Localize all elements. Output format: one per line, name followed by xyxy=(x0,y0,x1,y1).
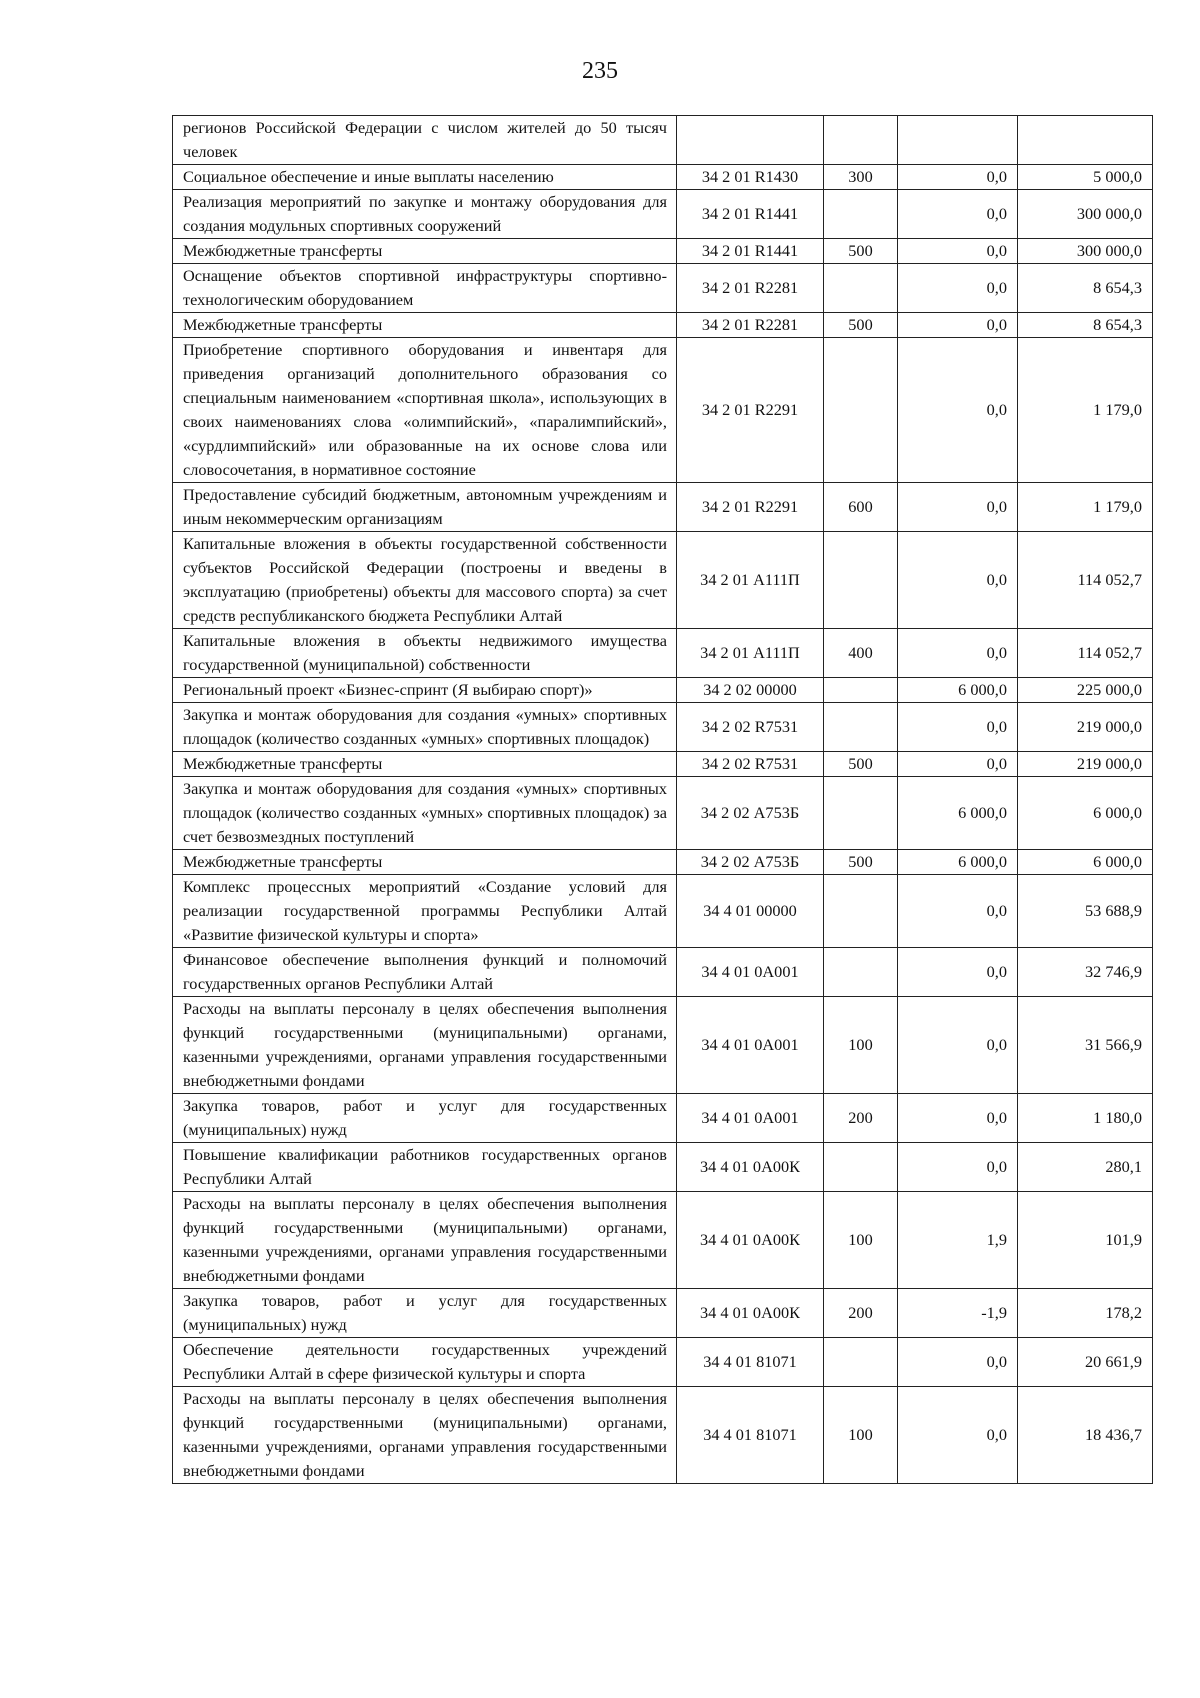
row-total-cell: 300 000,0 xyxy=(1018,190,1153,239)
row-change-cell: 0,0 xyxy=(898,752,1018,777)
row-change-cell: -1,9 xyxy=(898,1289,1018,1338)
row-change-cell: 0,0 xyxy=(898,1338,1018,1387)
table-row xyxy=(173,1387,1153,1484)
budget-table xyxy=(172,115,1153,1484)
row-change-cell: 0,0 xyxy=(898,948,1018,997)
table-row xyxy=(173,1192,1153,1289)
row-expense-type-cell: 200 xyxy=(824,1289,898,1338)
row-expense-type-cell: 100 xyxy=(824,1192,898,1289)
table-row xyxy=(173,239,1153,264)
row-name-cell: Межбюджетные трансферты xyxy=(173,239,677,264)
row-change-cell: 6 000,0 xyxy=(898,777,1018,850)
row-total-cell: 219 000,0 xyxy=(1018,703,1153,752)
row-expense-type-cell xyxy=(824,338,898,483)
row-code-cell: 34 4 01 0А001 xyxy=(677,948,824,997)
row-name-cell: Социальное обеспечение и иные выплаты населению xyxy=(173,165,677,190)
table-row xyxy=(173,338,1153,483)
row-code-cell: 34 2 01 А111П xyxy=(677,629,824,678)
row-total-cell: 1 179,0 xyxy=(1018,338,1153,483)
row-name-cell: регионов Российской Федерации с числом жителей до 50 тысяч человек xyxy=(173,116,677,165)
table-row xyxy=(173,752,1153,777)
row-code-cell: 34 2 02 R7531 xyxy=(677,703,824,752)
table-row xyxy=(173,850,1153,875)
row-code-cell xyxy=(677,116,824,165)
row-code-cell: 34 2 01 R1441 xyxy=(677,190,824,239)
row-code-cell: 34 4 01 0А00К xyxy=(677,1289,824,1338)
row-expense-type-cell xyxy=(824,703,898,752)
row-name-cell: Региональный проект «Бизнес-спринт (Я выбираю спорт)» xyxy=(173,678,677,703)
table-row xyxy=(173,703,1153,752)
row-code-cell: 34 4 01 00000 xyxy=(677,875,824,948)
row-change-cell: 0,0 xyxy=(898,1387,1018,1484)
row-name-cell: Повышение квалификации работников государственных органов Республики Алтай xyxy=(173,1143,677,1192)
row-expense-type-cell xyxy=(824,777,898,850)
row-expense-type-cell xyxy=(824,875,898,948)
row-name-cell: Закупка и монтаж оборудования для создания «умных» спортивных площадок (количество созданных «умных» спортивных площадок) xyxy=(173,703,677,752)
row-total-cell: 1 179,0 xyxy=(1018,483,1153,532)
row-change-cell xyxy=(898,116,1018,165)
row-expense-type-cell xyxy=(824,1143,898,1192)
row-code-cell: 34 4 01 81071 xyxy=(677,1387,824,1484)
row-name-cell: Межбюджетные трансферты xyxy=(173,313,677,338)
table-row xyxy=(173,483,1153,532)
row-total-cell: 114 052,7 xyxy=(1018,532,1153,629)
row-code-cell: 34 2 02 А753Б xyxy=(677,777,824,850)
row-expense-type-cell: 500 xyxy=(824,752,898,777)
row-change-cell: 6 000,0 xyxy=(898,678,1018,703)
row-code-cell: 34 2 01 R1441 xyxy=(677,239,824,264)
row-total-cell: 101,9 xyxy=(1018,1192,1153,1289)
table-row xyxy=(173,1143,1153,1192)
table-row xyxy=(173,1338,1153,1387)
table-row xyxy=(173,1094,1153,1143)
row-name-cell: Закупка и монтаж оборудования для создания «умных» спортивных площадок (количество созданных «умных» спортивных площадок) за счет безвозмездных поступлений xyxy=(173,777,677,850)
row-change-cell: 0,0 xyxy=(898,483,1018,532)
row-total-cell: 225 000,0 xyxy=(1018,678,1153,703)
row-expense-type-cell xyxy=(824,532,898,629)
row-code-cell: 34 2 01 R1430 xyxy=(677,165,824,190)
row-code-cell: 34 2 02 А753Б xyxy=(677,850,824,875)
row-name-cell: Межбюджетные трансферты xyxy=(173,850,677,875)
row-code-cell: 34 2 02 R7531 xyxy=(677,752,824,777)
row-change-cell: 0,0 xyxy=(898,875,1018,948)
row-total-cell: 8 654,3 xyxy=(1018,313,1153,338)
row-change-cell: 0,0 xyxy=(898,997,1018,1094)
row-name-cell: Капитальные вложения в объекты недвижимого имущества государственной (муниципальной) собственности xyxy=(173,629,677,678)
row-code-cell: 34 2 01 R2281 xyxy=(677,264,824,313)
row-total-cell xyxy=(1018,116,1153,165)
row-total-cell: 300 000,0 xyxy=(1018,239,1153,264)
row-total-cell: 178,2 xyxy=(1018,1289,1153,1338)
row-change-cell: 0,0 xyxy=(898,165,1018,190)
row-total-cell: 6 000,0 xyxy=(1018,850,1153,875)
row-change-cell: 0,0 xyxy=(898,313,1018,338)
row-code-cell: 34 4 01 0А00К xyxy=(677,1192,824,1289)
row-expense-type-cell: 300 xyxy=(824,165,898,190)
row-expense-type-cell: 500 xyxy=(824,313,898,338)
row-code-cell: 34 2 01 R2291 xyxy=(677,338,824,483)
row-name-cell: Оснащение объектов спортивной инфраструктуры спортивно-технологическим оборудованием xyxy=(173,264,677,313)
row-total-cell: 6 000,0 xyxy=(1018,777,1153,850)
row-change-cell: 0,0 xyxy=(898,264,1018,313)
row-name-cell: Закупка товаров, работ и услуг для государственных (муниципальных) нужд xyxy=(173,1094,677,1143)
row-total-cell: 219 000,0 xyxy=(1018,752,1153,777)
row-total-cell: 18 436,7 xyxy=(1018,1387,1153,1484)
row-name-cell: Приобретение спортивного оборудования и инвентаря для приведения организаций дополнительного образования со специальным наименованием «спортивная школа», использующих в своих наименованиях слова «олимпийский», «паралимпийский», «сурдлимпийский» или образованные на их основе слова или словосочетания, в нормативное состояние xyxy=(173,338,677,483)
row-change-cell: 0,0 xyxy=(898,239,1018,264)
table-row xyxy=(173,678,1153,703)
table-row xyxy=(173,1289,1153,1338)
row-name-cell: Комплекс процессных мероприятий «Создание условий для реализации государственной программы Республики Алтай «Развитие физической культуры и спорта» xyxy=(173,875,677,948)
row-code-cell: 34 2 01 R2291 xyxy=(677,483,824,532)
row-code-cell: 34 2 01 R2281 xyxy=(677,313,824,338)
row-change-cell: 0,0 xyxy=(898,703,1018,752)
table-row xyxy=(173,997,1153,1094)
row-expense-type-cell: 400 xyxy=(824,629,898,678)
row-expense-type-cell: 500 xyxy=(824,850,898,875)
row-name-cell: Закупка товаров, работ и услуг для государственных (муниципальных) нужд xyxy=(173,1289,677,1338)
row-total-cell: 31 566,9 xyxy=(1018,997,1153,1094)
table-row xyxy=(173,629,1153,678)
row-expense-type-cell: 600 xyxy=(824,483,898,532)
row-expense-type-cell: 100 xyxy=(824,1387,898,1484)
row-code-cell: 34 4 01 0А001 xyxy=(677,997,824,1094)
table-row xyxy=(173,948,1153,997)
table-row xyxy=(173,777,1153,850)
table-row xyxy=(173,313,1153,338)
row-change-cell: 0,0 xyxy=(898,1094,1018,1143)
row-change-cell: 0,0 xyxy=(898,532,1018,629)
table-row xyxy=(173,264,1153,313)
row-code-cell: 34 2 02 00000 xyxy=(677,678,824,703)
row-expense-type-cell xyxy=(824,190,898,239)
row-change-cell: 0,0 xyxy=(898,190,1018,239)
table-row xyxy=(173,190,1153,239)
table-row xyxy=(173,165,1153,190)
row-total-cell: 1 180,0 xyxy=(1018,1094,1153,1143)
row-total-cell: 280,1 xyxy=(1018,1143,1153,1192)
row-name-cell: Межбюджетные трансферты xyxy=(173,752,677,777)
row-expense-type-cell: 200 xyxy=(824,1094,898,1143)
row-expense-type-cell: 100 xyxy=(824,997,898,1094)
row-total-cell: 53 688,9 xyxy=(1018,875,1153,948)
row-expense-type-cell xyxy=(824,1338,898,1387)
row-total-cell: 114 052,7 xyxy=(1018,629,1153,678)
row-change-cell: 0,0 xyxy=(898,629,1018,678)
row-expense-type-cell xyxy=(824,264,898,313)
row-name-cell: Расходы на выплаты персоналу в целях обеспечения выполнения функций государственными (муниципальными) органами, казенными учреждениями, органами управления государственными внебюджетными фондами xyxy=(173,1387,677,1484)
row-total-cell: 32 746,9 xyxy=(1018,948,1153,997)
row-name-cell: Предоставление субсидий бюджетным, автономным учреждениям и иным некоммерческим организациям xyxy=(173,483,677,532)
row-expense-type-cell xyxy=(824,948,898,997)
row-total-cell: 20 661,9 xyxy=(1018,1338,1153,1387)
row-code-cell: 34 4 01 81071 xyxy=(677,1338,824,1387)
row-name-cell: Капитальные вложения в объекты государственной собственности субъектов Российской Федерации (построены и введены в эксплуатацию (приобретены) объекты для массового спорта) за счет средств республиканского бюджета Республики Алтай xyxy=(173,532,677,629)
row-code-cell: 34 4 01 0А00К xyxy=(677,1143,824,1192)
row-total-cell: 8 654,3 xyxy=(1018,264,1153,313)
row-expense-type-cell xyxy=(824,678,898,703)
row-expense-type-cell xyxy=(824,116,898,165)
row-change-cell: 6 000,0 xyxy=(898,850,1018,875)
budget-table-body xyxy=(173,116,1153,1484)
row-total-cell: 5 000,0 xyxy=(1018,165,1153,190)
row-change-cell: 0,0 xyxy=(898,338,1018,483)
row-name-cell: Реализация мероприятий по закупке и монтажу оборудования для создания модульных спортивных сооружений xyxy=(173,190,677,239)
row-change-cell: 1,9 xyxy=(898,1192,1018,1289)
row-expense-type-cell: 500 xyxy=(824,239,898,264)
table-row xyxy=(173,116,1153,165)
row-change-cell: 0,0 xyxy=(898,1143,1018,1192)
page-number: 235 xyxy=(582,58,618,84)
row-code-cell: 34 2 01 А111П xyxy=(677,532,824,629)
row-name-cell: Обеспечение деятельности государственных учреждений Республики Алтай в сфере физической культуры и спорта xyxy=(173,1338,677,1387)
row-name-cell: Финансовое обеспечение выполнения функций и полномочий государственных органов Республики Алтай xyxy=(173,948,677,997)
row-name-cell: Расходы на выплаты персоналу в целях обеспечения выполнения функций государственными (муниципальными) органами, казенными учреждениями, органами управления государственными внебюджетными фондами xyxy=(173,997,677,1094)
table-row xyxy=(173,875,1153,948)
row-code-cell: 34 4 01 0А001 xyxy=(677,1094,824,1143)
table-row xyxy=(173,532,1153,629)
row-name-cell: Расходы на выплаты персоналу в целях обеспечения выполнения функций государственными (муниципальными) органами, казенными учреждениями, органами управления государственными внебюджетными фондами xyxy=(173,1192,677,1289)
